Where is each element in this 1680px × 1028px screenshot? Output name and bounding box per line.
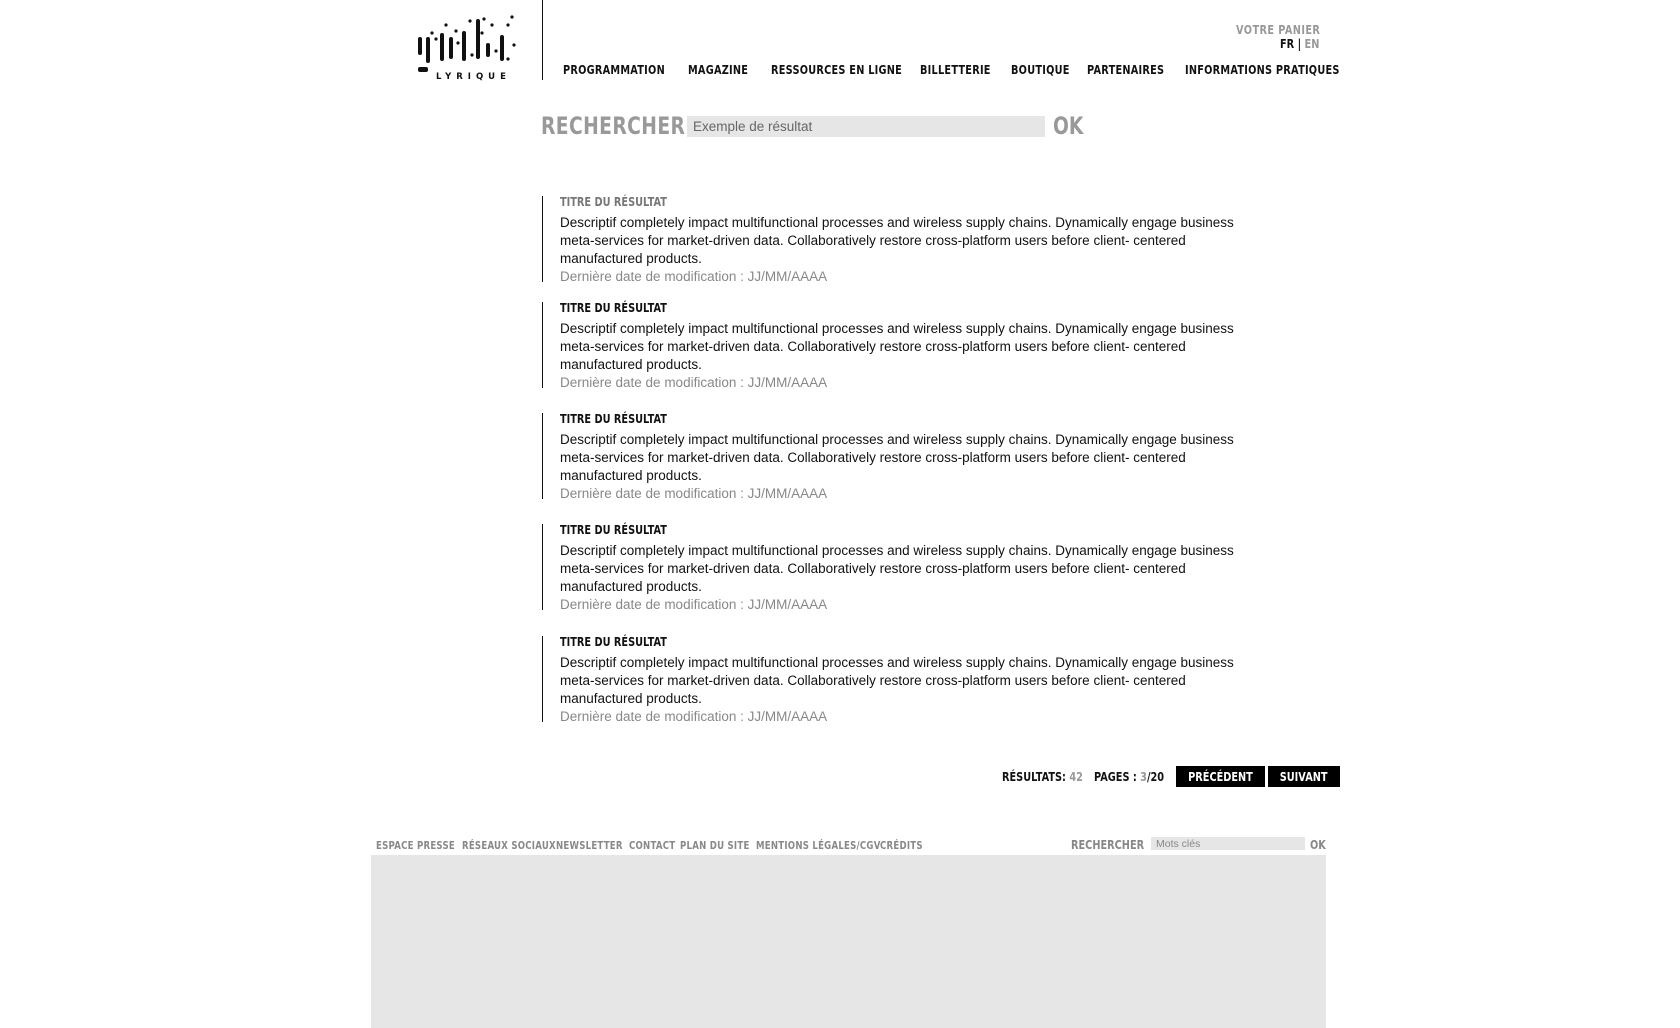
footer-link-espace-presse[interactable]: ESPACE PRESSE [376, 839, 455, 852]
search-label: RECHERCHER [541, 112, 686, 140]
footer-link-contact[interactable]: CONTACT [629, 839, 676, 852]
current-page: 3 [1140, 769, 1147, 784]
results-label: RÉSULTATS: [1002, 769, 1066, 784]
result-title[interactable]: TITRE DU RÉSULTAT [560, 300, 667, 315]
pages-indicator [1094, 769, 1164, 784]
lang-fr-link[interactable]: FR [1280, 36, 1295, 51]
nav-boutique[interactable]: BOUTIQUE [1011, 62, 1070, 77]
language-switcher [1280, 36, 1320, 51]
result-divider [542, 413, 543, 499]
result-title[interactable]: TITRE DU RÉSULTAT [560, 634, 667, 649]
site-logo[interactable] [416, 15, 520, 81]
footer-search-input[interactable] [1151, 837, 1305, 850]
footer-panel [371, 855, 1326, 1028]
pagination [990, 766, 1328, 788]
nav-programmation[interactable]: PROGRAMMATION [563, 62, 665, 77]
total-pages: /20 [1146, 769, 1165, 784]
footer-search-label: RECHERCHER [1071, 837, 1145, 852]
search-ok-button[interactable]: OK [1053, 112, 1084, 140]
previous-page-label: PRÉCÉDENT [1188, 769, 1253, 784]
result-title[interactable]: TITRE DU RÉSULTAT [560, 522, 667, 537]
next-page-label: SUIVANT [1280, 769, 1328, 784]
results-count-label [1002, 769, 1083, 784]
logo-wordmark: LYRIQUE [436, 72, 511, 81]
pages-label: PAGES : [1094, 769, 1137, 784]
nav-billetterie[interactable]: BILLETTERIE [920, 62, 991, 77]
result-date: Dernière date de modification : JJ/MM/AAAA [560, 597, 828, 612]
nav-magazine[interactable]: MAGAZINE [688, 62, 749, 77]
nav-partenaires[interactable]: PARTENAIRES [1087, 62, 1165, 77]
search-input[interactable] [687, 116, 1045, 137]
result-date: Dernière date de modification : JJ/MM/AAAA [560, 709, 828, 724]
next-page-button[interactable] [1268, 766, 1340, 787]
footer-link-plan-du-site[interactable]: PLAN DU SITE [680, 839, 750, 852]
lang-en-link[interactable]: EN [1304, 36, 1320, 51]
result-date: Dernière date de modification : JJ/MM/AAAA [560, 269, 828, 284]
footer-link-newsletter[interactable]: NEWSLETTER [556, 839, 623, 852]
result-divider [542, 636, 543, 722]
result-description: Descriptif completely impact multifunctional processes and wireless supply chains. Dynamically engage business meta-services for market-driven data. Collaboratively restore cross-platform users before client- centered manufactured products. [560, 321, 1234, 372]
result-date: Dernière date de modification : JJ/MM/AAAA [560, 486, 828, 501]
cart-link[interactable]: VOTRE PANIER [1236, 22, 1321, 37]
result-description: Descriptif completely impact multifunctional processes and wireless supply chains. Dynamically engage business meta-services for market-driven data. Collaboratively restore cross-platform users before client- centered manufactured products. [560, 543, 1234, 594]
footer-search-ok-button[interactable]: OK [1310, 837, 1326, 852]
footer-link-reseaux-sociaux[interactable]: RÉSEAUX SOCIAUX [462, 839, 556, 852]
result-divider [542, 302, 543, 388]
result-divider [542, 524, 543, 610]
results-count: 42 [1069, 769, 1083, 784]
result-divider [542, 196, 543, 282]
nav-ressources-en-ligne[interactable]: RESSOURCES EN LIGNE [771, 62, 903, 77]
result-title[interactable]: TITRE DU RÉSULTAT [560, 194, 667, 209]
footer-link-mentions-legales[interactable]: MENTIONS LÉGALES/CGV [756, 839, 881, 852]
main-nav [563, 62, 1340, 78]
lang-separator: | [1297, 36, 1302, 51]
footer-link-credits[interactable]: CRÉDITS [880, 839, 923, 852]
result-date: Dernière date de modification : JJ/MM/AAAA [560, 375, 828, 390]
result-description: Descriptif completely impact multifunctional processes and wireless supply chains. Dynamically engage business meta-services for market-driven data. Collaboratively restore cross-platform users before client- centered manufactured products. [560, 215, 1234, 266]
nav-informations-pratiques[interactable]: INFORMATIONS PRATIQUES [1185, 62, 1340, 77]
footer-nav [372, 839, 972, 853]
result-title[interactable]: TITRE DU RÉSULTAT [560, 411, 667, 426]
result-description: Descriptif completely impact multifunctional processes and wireless supply chains. Dynamically engage business meta-services for market-driven data. Collaboratively restore cross-platform users before client- centered manufactured products. [560, 655, 1234, 706]
result-description: Descriptif completely impact multifunctional processes and wireless supply chains. Dynamically engage business meta-services for market-driven data. Collaboratively restore cross-platform users before client- centered manufactured products. [560, 432, 1234, 483]
header-divider [542, 0, 543, 80]
previous-page-button[interactable] [1176, 766, 1265, 787]
